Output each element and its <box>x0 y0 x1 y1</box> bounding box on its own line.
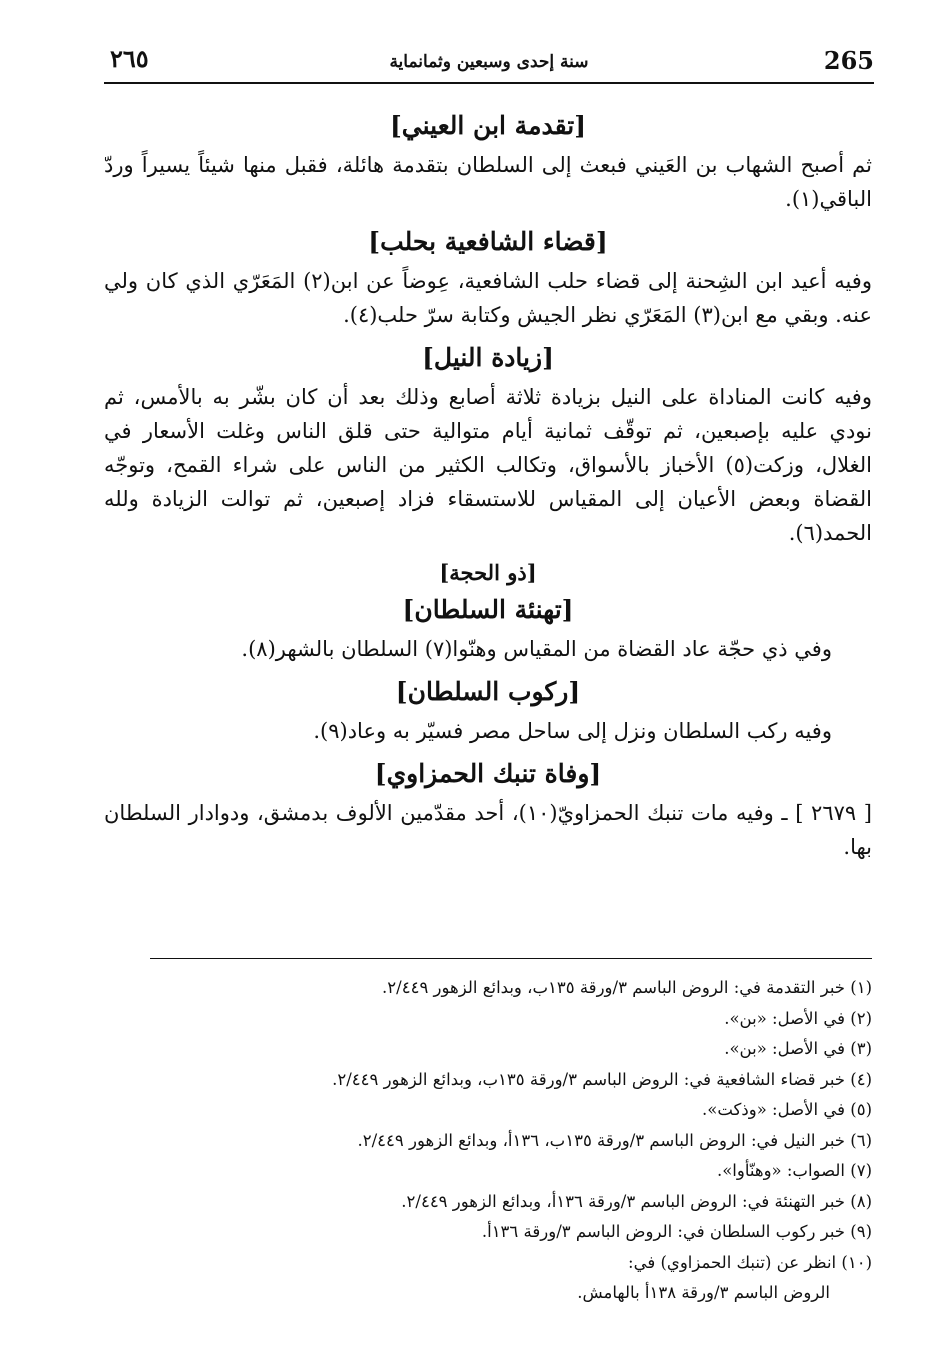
section-paragraph: [ ٢٦٧٩ ] ـ وفيه مات تنبك الحمزاويّ(١٠)، أحد مقدّمين الألوف بدمشق، ودوادار السلطان بها. <box>104 801 872 859</box>
footnote: (٢) في الأصل: «بن». <box>724 1008 872 1028</box>
section-heading: [ذو الحجة] <box>439 560 537 585</box>
footnote: (١) خبر التقدمة في: الروض الباسم ٣/ورقة ١٣٥ب، وبدائع الزهور ٢/٤٤٩. <box>382 978 872 997</box>
section-heading: [تهنئة السلطان] <box>402 595 574 624</box>
footnote: (١٠) انظر عن (تنبك الحمزاوي) في: <box>628 1252 872 1272</box>
section-paragraph: ثم أصبح الشهاب بن العَيني فبعث إلى السلطان بتقدمة هائلة، فقبل منها شيئاً يسيراً وردّ الباقي(١). <box>104 153 872 211</box>
footnote: (٥) في الأصل: «وذكت». <box>702 1100 872 1119</box>
section-heading: [ركوب السلطان] <box>395 677 581 706</box>
page-number-arabic: ٢٦٥ <box>110 44 149 73</box>
section-heading: [زيادة النيل] <box>422 343 554 372</box>
footnote: (٦) خبر النيل في: الروض الباسم ٣/ورقة ١٣٥ب، ١٣٦أ، وبدائع الزهور ٢/٤٤٩. <box>357 1130 872 1150</box>
section-heading: [تقدمة ابن العيني] <box>389 111 587 140</box>
running-title: سنة إحدى وسبعين وثمانماية <box>389 52 589 72</box>
footnotes <box>150 958 872 1309</box>
main-text <box>104 106 872 870</box>
section-paragraph: وفي ذي حجّة عاد القضاة من المقياس وهنّوا(٧) السلطان بالشهر(٨). <box>241 637 832 661</box>
section-heading: [وفاة تنبك الحمزاوي] <box>374 759 602 788</box>
footnote: (٧) الصواب: «وهنّأوا». <box>716 1161 872 1180</box>
section-paragraph: وفيه أعيد ابن الشِحنة إلى قضاء حلب الشافعية، عِوضاً عن ابن(٢) المَعَرّي الذي كان ولي عنه. وبقي مع ابن(٣) المَعَرّي نظر الجيش وكتابة سرّ حلب(٤). <box>104 269 872 327</box>
footnote: (٨) خبر التهنئة في: الروض الباسم ٣/ورقة ١٣٦أ، وبدائع الزهور ٢/٤٤٩. <box>401 1191 872 1211</box>
section-paragraph: وفيه ركب السلطان ونزل إلى ساحل مصر فسيّر به وعاد(٩). <box>313 719 832 743</box>
section-paragraph: وفيه كانت المناداة على النيل بزيادة ثلاثة أصابع وذلك بعد أن كان بشّر به بالأمس، ثم نودي عليه بإصبعين، ثم توقّف ثمانية أيام متوالية حتى قلق الناس وغلت الأسعار في الغلال، وزكت(٥) الأخباز بالأسواق، وتكالب الكثير من الناس على شراء القمح، وتوجّه القضاة وبعض الأعيان إلى المقياس للاستسقاء فزاد إصبعين، ثم توالت الزيادة ولله الحمد(٦). <box>104 385 872 545</box>
footnote-continuation: الروض الباسم ٣/ورقة ١٣٨أ بالهامش. <box>577 1283 830 1302</box>
footnote: (٣) في الأصل: «بن». <box>724 1039 872 1058</box>
footnote: (٩) خبر ركوب السلطان في: الروض الباسم ٣/ورقة ١٣٦أ. <box>481 1222 872 1241</box>
page-number-latin: 265 <box>823 46 874 75</box>
page-header <box>104 40 874 84</box>
footnote: (٤) خبر قضاء الشافعية في: الروض الباسم ٣/ورقة ١٣٥ب، وبدائع الزهور ٢/٤٤٩. <box>332 1069 872 1089</box>
section-heading: [قضاء الشافعية بحلب] <box>368 227 608 256</box>
